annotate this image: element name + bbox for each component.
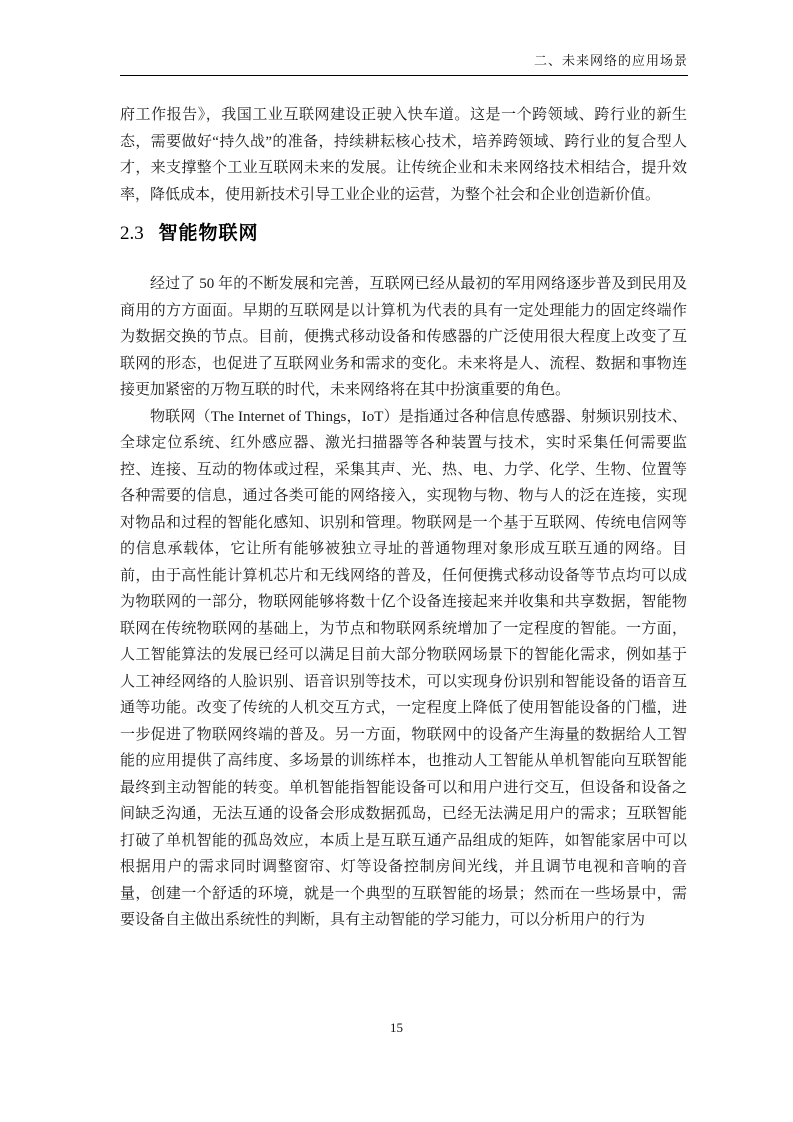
running-header: [120, 50, 688, 76]
section-title: 智能物联网: [158, 223, 259, 244]
section-number: 2.3: [120, 223, 144, 244]
paragraph-continued: 府工作报告》，我国工业互联网建设正驶入快车道。这是一个跨领域、跨行业的新生态，需要做好“持久战”的准备，持续耕耘核心技术，培养跨领域、跨行业的复合型人才，来支撑整个工业互联网未来的发展。让传统企业和未来网络技术相结合，提升效率，降低成本，使用新技术引导工业企业的运营，为整个社会和企业创造新价值。: [120, 107, 687, 203]
page-number: 15: [390, 1020, 403, 1035]
paragraph: 物联网（The Internet of Things，IoT）是指通过各种信息传感器、射频识别技术、全球定位系统、红外感应器、激光扫描器等各种装置与技术，实时采集任何需要监控、连接、互动的物体或过程，采集其声、光、热、电、力学、化学、生物、位置等各种需要的信息，通过各类可能的网络接入，实现物与物、物与人的泛在连接，实现对物品和过程的智能化感知、识别和管理。物联网是一个基于互联网、传统电信网等的信息承载体，它让所有能够被独立寻址的普通物理对象形成互联互通的网络。目前，由于高性能计算机芯片和无线网络的普及，任何便携式移动设备等节点均可以成为物联网的一部分，物联网能够将数十亿个设备连接起来并收集和共享数据，智能物联网在传统物联网的基础上，为节点和物联网系统增加了一定程度的智能。一方面，人工智能算法的发展已经可以满足目前大部分物联网场景下的智能化需求，例如基于人工神经网络的人脸识别、语音识别等技术，可以实现身份识别和智能设备的语音互通等功能。改变了传统的人机交互方式，一定程度上降低了使用智能设备的门槛，进一步促进了物联网终端的普及。另一方面，物联网中的设备产生海量的数据给人工智能的应用提供了高纬度、多场景的训练样本，也推动人工智能从单机智能向互联智能最终到主动智能的转变。单机智能指智能设备可以和用户进行交互，但设备和设备之间缺乏沟通，无法互通的设备会形成数据孤岛，已经无法满足用户的需求；互联智能打破了单机智能的孤岛效应，本质上是互联互通产品组成的矩阵，如智能家居中可以根据用户的需求同时调整窗帘、灯等设备控制房间光线，并且调节电视和音响的音量，创建一个舒适的环境，就是一个典型的互联智能的场景；然而在一些场景中，需要设备自主做出系统性的判断，具有主动智能的学习能力，可以分析用户的行为: [120, 408, 687, 928]
running-header-title: 二、未来网络的应用场景: [533, 53, 688, 68]
paragraph: 经过了 50 年的不断发展和完善，互联网已经从最初的军用网络逐步普及到民用及商用的方方面面。早期的互联网是以计算机为代表的具有一定处理能力的固定终端作为数据交换的节点。目前，便携式移动设备和传感器的广泛使用很大程度上改变了互联网的形态，也促进了互联网业务和需求的变化。未来将是人、流程、数据和事物连接更加紧密的万物互联的时代，未来网络将在其中扮演重要的角色。: [120, 276, 687, 398]
page-footer: [0, 1020, 793, 1036]
page-body: [120, 102, 687, 934]
section-heading: [120, 222, 687, 246]
